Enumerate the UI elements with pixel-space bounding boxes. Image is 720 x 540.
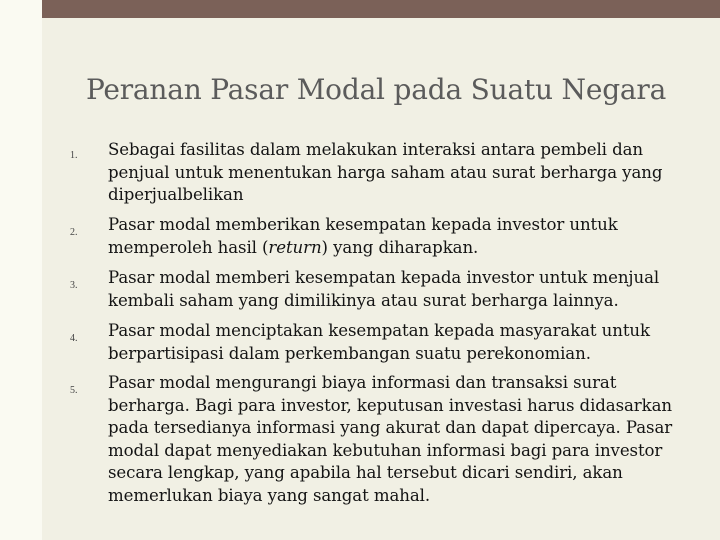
list-item-2-italic: return — [268, 237, 322, 257]
list-number-4: 4. — [70, 333, 78, 344]
list-item-2-text-b: ) yang diharapkan. — [321, 237, 479, 257]
list-item-2-text-a: Pasar modal memberikan kesempatan kepada investor untuk memperoleh hasil ( — [108, 215, 618, 257]
list-number-3: 3. — [70, 280, 78, 291]
list-item-4: Pasar modal menciptakan kesempatan kepada masyarakat untuk berpartisipasi dalam perkembangan suatu perekonomian. — [108, 321, 650, 363]
list-number-5: 5. — [70, 385, 78, 396]
top-accent-band — [42, 0, 720, 18]
left-sidebar-strip — [0, 0, 42, 540]
list-number-1: 1. — [70, 150, 78, 161]
slide-title: Peranan Pasar Modal pada Suatu Negara — [86, 73, 667, 106]
list-item-5: Pasar modal mengurangi biaya informasi dan transaksi surat berharga. Bagi para investor, keputusan investasi harus didasarkan pada tersedianya informasi yang akurat dan dapat dipercaya. Pasar modal dapat menyediakan kebutuhan informasi bagi para investor secara lengkap, yang apabila hal tersebut dicari sendiri, akan memerlukan biaya yang sangat mahal. — [108, 373, 673, 505]
list-number-2: 2. — [70, 227, 78, 238]
list-item-3: Pasar modal memberi kesempatan kepada investor untuk menjual kembali saham yang dimilikinya atau surat berharga lainnya. — [108, 268, 660, 310]
list-item-2 — [108, 214, 683, 259]
list-item-1: Sebagai fasilitas dalam melakukan interaksi antara pembeli dan penjual untuk menentukan harga saham atau surat berharga yang diperjualbelikan — [108, 140, 663, 204]
